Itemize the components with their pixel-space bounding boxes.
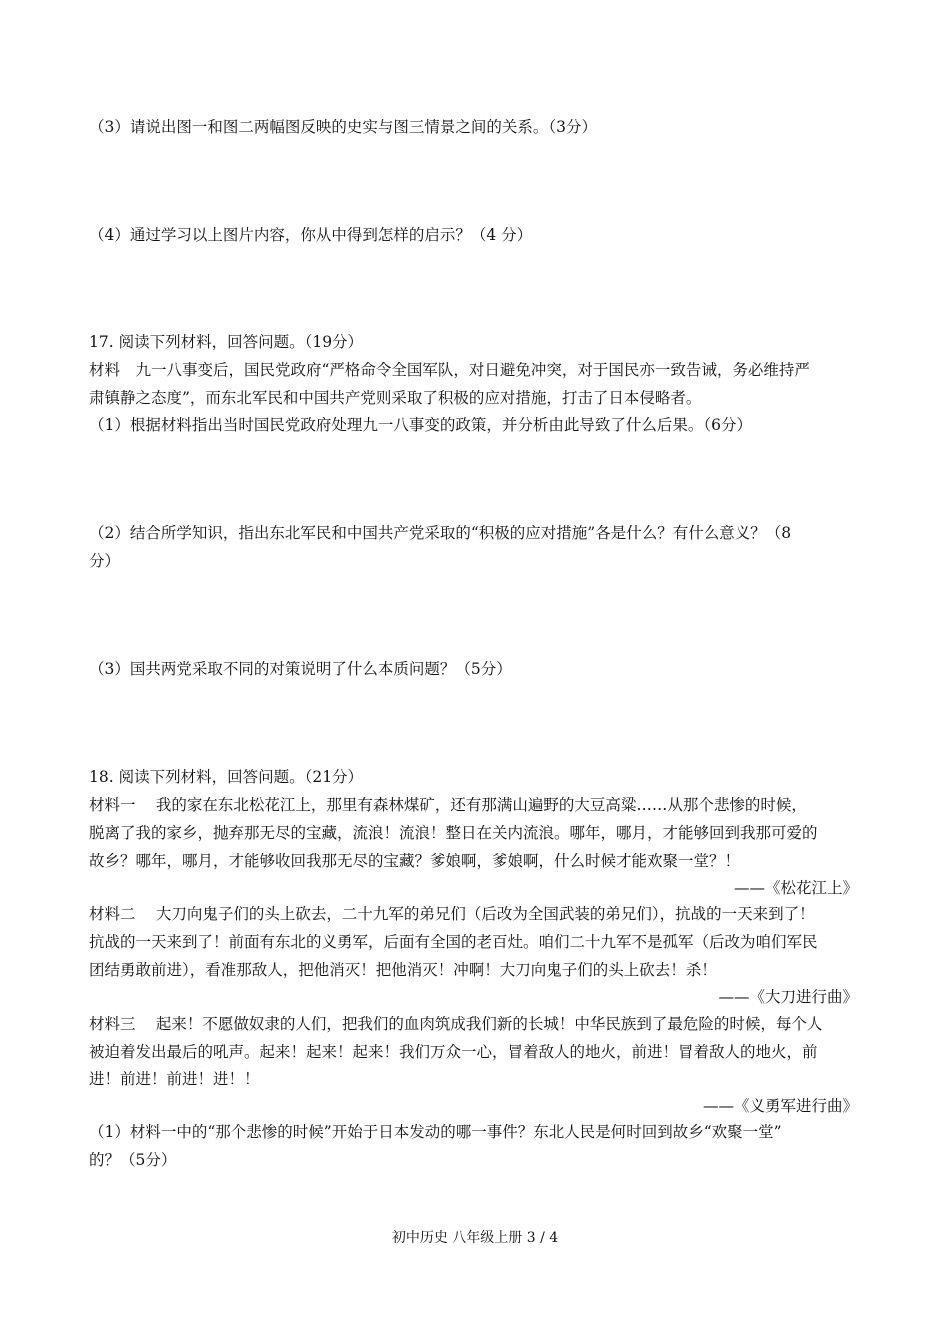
q17-material-line2: 肃镇静之态度”，而东北军民和中国共产党则采取了积极的应对措施，打击了日本侵略者。 xyxy=(89,389,702,407)
q16-part4: （4）通过学习以上图片内容，你从中得到怎样的启示？（4 分） xyxy=(89,226,533,244)
q18-part1-line2: 的？（5分） xyxy=(89,1151,177,1169)
q18-material3-line2: 被迫着发出最后的吼声。起来！起来！起来！我们万众一心，冒着敌人的地火，前进！冒着敌人的地火，前 xyxy=(89,1043,818,1061)
q18-material1-source: ——《松花江上》 xyxy=(733,879,858,897)
q17-part2-line2: 分） xyxy=(89,552,121,570)
q17-part2-line1: （2）结合所学知识，指出东北军民和中国共产党采取的“积极的应对措施”各是什么？有什么意义？（8 xyxy=(89,524,792,542)
q18-material2-line3: 团结勇敢前进），看准那敌人，把他消灭！把他消灭！冲啊！大刀向鬼子们的头上砍去！杀！ xyxy=(89,961,717,979)
q18-material3-line1: 材料三 起来！不愿做奴隶的人们，把我们的血肉筑成我们新的长城！中华民族到了最危险的时候，每个人 xyxy=(89,1015,823,1033)
q17-part1: （1）根据材料指出当时国民党政府处理九一八事变的政策，并分析由此导致了什么后果。（6分） xyxy=(89,416,752,434)
q18-material1-line1: 材料一 我的家在东北松花江上，那里有森林煤矿，还有那满山遍野的大豆高粱……从那个悲惨的时候， xyxy=(89,796,807,814)
q18-material1-line2: 脱离了我的家乡，抛弃那无尽的宝藏，流浪！流浪！整日在关内流浪。哪年，哪月，才能够回到我那可爱的 xyxy=(89,824,818,842)
q18-material2-line1: 材料二 大刀向鬼子们的头上砍去，二十九军的弟兄们（后改为全国武装的弟兄们），抗战的一天来到了！ xyxy=(89,905,815,923)
q16-part3: （3）请说出图一和图二两幅图反映的史实与图三情景之间的关系。（3分） xyxy=(89,118,597,136)
q18-title: 18. 阅读下列材料，回答问题。（21分） xyxy=(89,768,364,786)
q18-material3-line3: 进！前进！前进！进！！ xyxy=(89,1070,260,1088)
q18-part1-line1: （1）材料一中的“那个悲惨的时候”开始于日本发动的哪一事件？东北人民是何时回到故乡“欢聚一堂” xyxy=(89,1123,782,1141)
q18-material2-line2: 抗战的一天来到了！前面有东北的义勇军，后面有全国的老百灶。咱们二十九军不是孤军（后改为咱们军民 xyxy=(89,933,818,951)
q17-part3: （3）国共两党采取不同的对策说明了什么本质问题？（5分） xyxy=(89,660,512,678)
page-footer: 初中历史 八年级上册 3 / 4 xyxy=(391,1230,559,1246)
q17-material-line1: 材料 九一八事变后，国民党政府“严格命令全国军队，对日避免冲突，对于国民亦一致告诫，务必维持严 xyxy=(89,361,810,379)
q18-material1-line3: 故乡？哪年，哪月，才能够收回我那无尽的宝藏？爹娘啊，爹娘啊，什么时候才能欢聚一堂？！ xyxy=(89,852,741,870)
q18-material3-source: ——《义勇军进行曲》 xyxy=(702,1097,858,1115)
q17-title: 17. 阅读下列材料，回答问题。（19分） xyxy=(89,333,364,351)
q18-material2-source: ——《大刀进行曲》 xyxy=(718,988,858,1006)
